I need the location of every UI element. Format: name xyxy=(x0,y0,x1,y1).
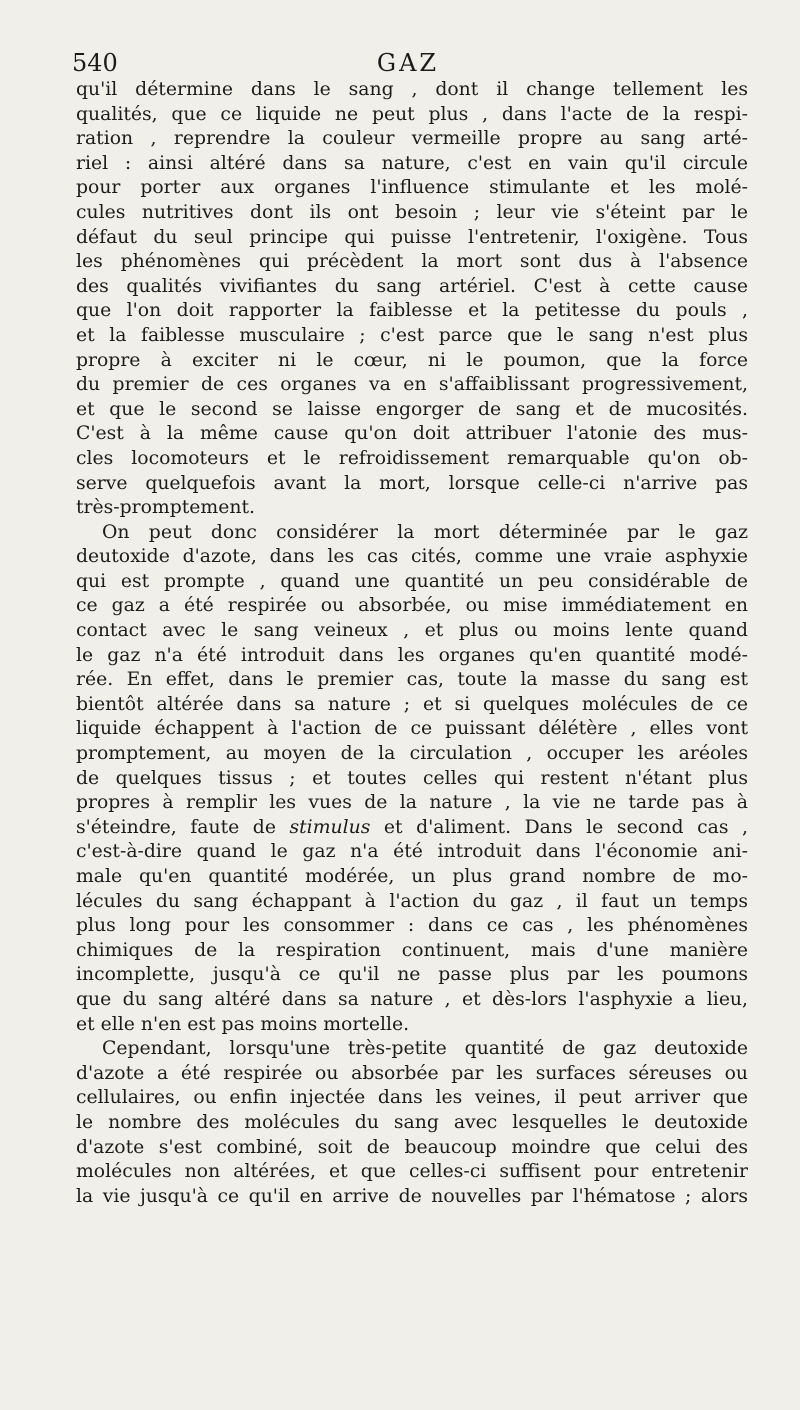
text-line: riel : ainsi altéré dans sa nature, c'est en vain qu'il circule xyxy=(76,152,748,174)
text-line: d'azote a été respirée ou absorbée par les surfaces séreuses ou xyxy=(76,1062,748,1084)
text-line: des qualités vivifiantes du sang artériel. C'est à cette cause xyxy=(76,275,748,297)
text-line: propre à exciter ni le cœur, ni le poumon, que la force xyxy=(76,349,748,371)
text-line: le gaz n'a été introduit dans les organes qu'en quantité modé- xyxy=(76,644,748,666)
text-line: cules nutritives dont ils ont besoin ; leur vie s'éteint par le xyxy=(76,201,748,223)
text-line: cles locomoteurs et le refroidissement remarquable qu'on ob- xyxy=(76,447,748,469)
text-line: de quelques tissus ; et toutes celles qui restent n'étant plus xyxy=(76,767,748,789)
text-line: d'azote s'est combiné, soit de beaucoup moindre que celui des xyxy=(76,1136,748,1158)
body-text xyxy=(76,78,748,1209)
text-line: C'est à la même cause qu'on doit attribuer l'atonie des mus- xyxy=(76,423,748,445)
text-line: plus long pour les consommer : dans ce cas , les phénomènes xyxy=(76,915,748,937)
text-line: promptement, au moyen de la circulation , occuper les aréoles xyxy=(76,743,748,765)
text-line: du premier de ces organes va en s'affaiblissant progressivement, xyxy=(76,374,748,396)
text-line: que du sang altéré dans sa nature , et dès-lors l'asphyxie a lieu, xyxy=(76,988,748,1010)
text-segment: s'éteindre, faute de xyxy=(76,816,290,838)
text-line: On peut donc considérer la mort déterminée par le gaz xyxy=(102,521,748,543)
text-line: les phénomènes qui précèdent la mort sont dus à l'absence xyxy=(76,251,748,273)
text-line: et que le second se laisse engorger de sang et de mucosités. xyxy=(76,398,748,420)
text-line: chimiques de la respiration continuent, mais d'une manière xyxy=(76,939,748,961)
text-line: incomplette, jusqu'à ce qu'il ne passe plus par les poumons xyxy=(76,964,748,986)
page-header xyxy=(72,48,744,78)
text-line: très-promptement. xyxy=(76,497,255,519)
text-line: et la faiblesse musculaire ; c'est parce que le sang n'est plus xyxy=(76,324,748,346)
text-line: cellulaires, ou enfin injectée dans les veines, il peut arriver que xyxy=(76,1087,748,1109)
text-line: contact avec le sang veineux , et plus ou moins lente quand xyxy=(76,620,748,642)
text-line: défaut du seul principe qui puisse l'entretenir, l'oxigène. Tous xyxy=(76,226,748,248)
text-line: Cependant, lorsqu'une très-petite quantité de gaz deutoxide xyxy=(102,1038,748,1060)
text-line: deutoxide d'azote, dans les cas cités, comme une vraie asphyxie xyxy=(76,546,748,568)
text-segment: et d'aliment. Dans le second cas , xyxy=(370,816,748,838)
text-line: serve quelquefois avant la mort, lorsque celle-ci n'arrive pas xyxy=(76,472,748,494)
text-line: qualités, que ce liquide ne peut plus , dans l'acte de la respi- xyxy=(76,103,748,125)
text-line: le nombre des molécules du sang avec lesquelles le deutoxide xyxy=(76,1111,748,1133)
text-line: qu'il détermine dans le sang , dont il change tellement les xyxy=(76,79,748,100)
text-line: liquide échappent à l'action de ce puissant délétère , elles vont xyxy=(76,718,748,740)
page-number: 540 xyxy=(72,49,118,77)
text-line: molécules non altérées, et que celles-ci suffisent pour entretenir xyxy=(76,1161,748,1183)
text-line: c'est-à-dire quand le gaz n'a été introduit dans l'économie ani- xyxy=(76,841,748,863)
running-title: GAZ xyxy=(376,49,440,77)
text-line: ration , reprendre la couleur vermeille propre au sang arté- xyxy=(76,128,748,150)
text-line: qui est prompte , quand une quantité un peu considérable de xyxy=(76,570,748,592)
text-line: bientôt altérée dans sa nature ; et si quelques molécules de ce xyxy=(76,693,748,715)
text-line: pour porter aux organes l'influence stimulante et les molé- xyxy=(76,177,748,199)
text-line: propres à remplir les vues de la nature , la vie ne tarde pas à xyxy=(76,792,748,814)
italic-word: stimulus xyxy=(289,816,371,838)
text-line: et elle n'en est pas moins mortelle. xyxy=(76,1013,410,1035)
text-line: rée. En effet, dans le premier cas, toute la masse du sang est xyxy=(76,669,748,691)
text-line: ce gaz a été respirée ou absorbée, ou mise immédiatement en xyxy=(76,595,748,617)
text-line: la vie jusqu'à ce qu'il en arrive de nouvelles par l'hématose ; alors xyxy=(76,1185,748,1207)
text-line: que l'on doit rapporter la faiblesse et la petitesse du pouls , xyxy=(76,300,748,322)
text-line xyxy=(76,816,748,841)
text-line: lécules du sang échappant à l'action du gaz , il faut un temps xyxy=(76,890,748,912)
text-line: male qu'en quantité modérée, un plus grand nombre de mo- xyxy=(76,866,748,887)
